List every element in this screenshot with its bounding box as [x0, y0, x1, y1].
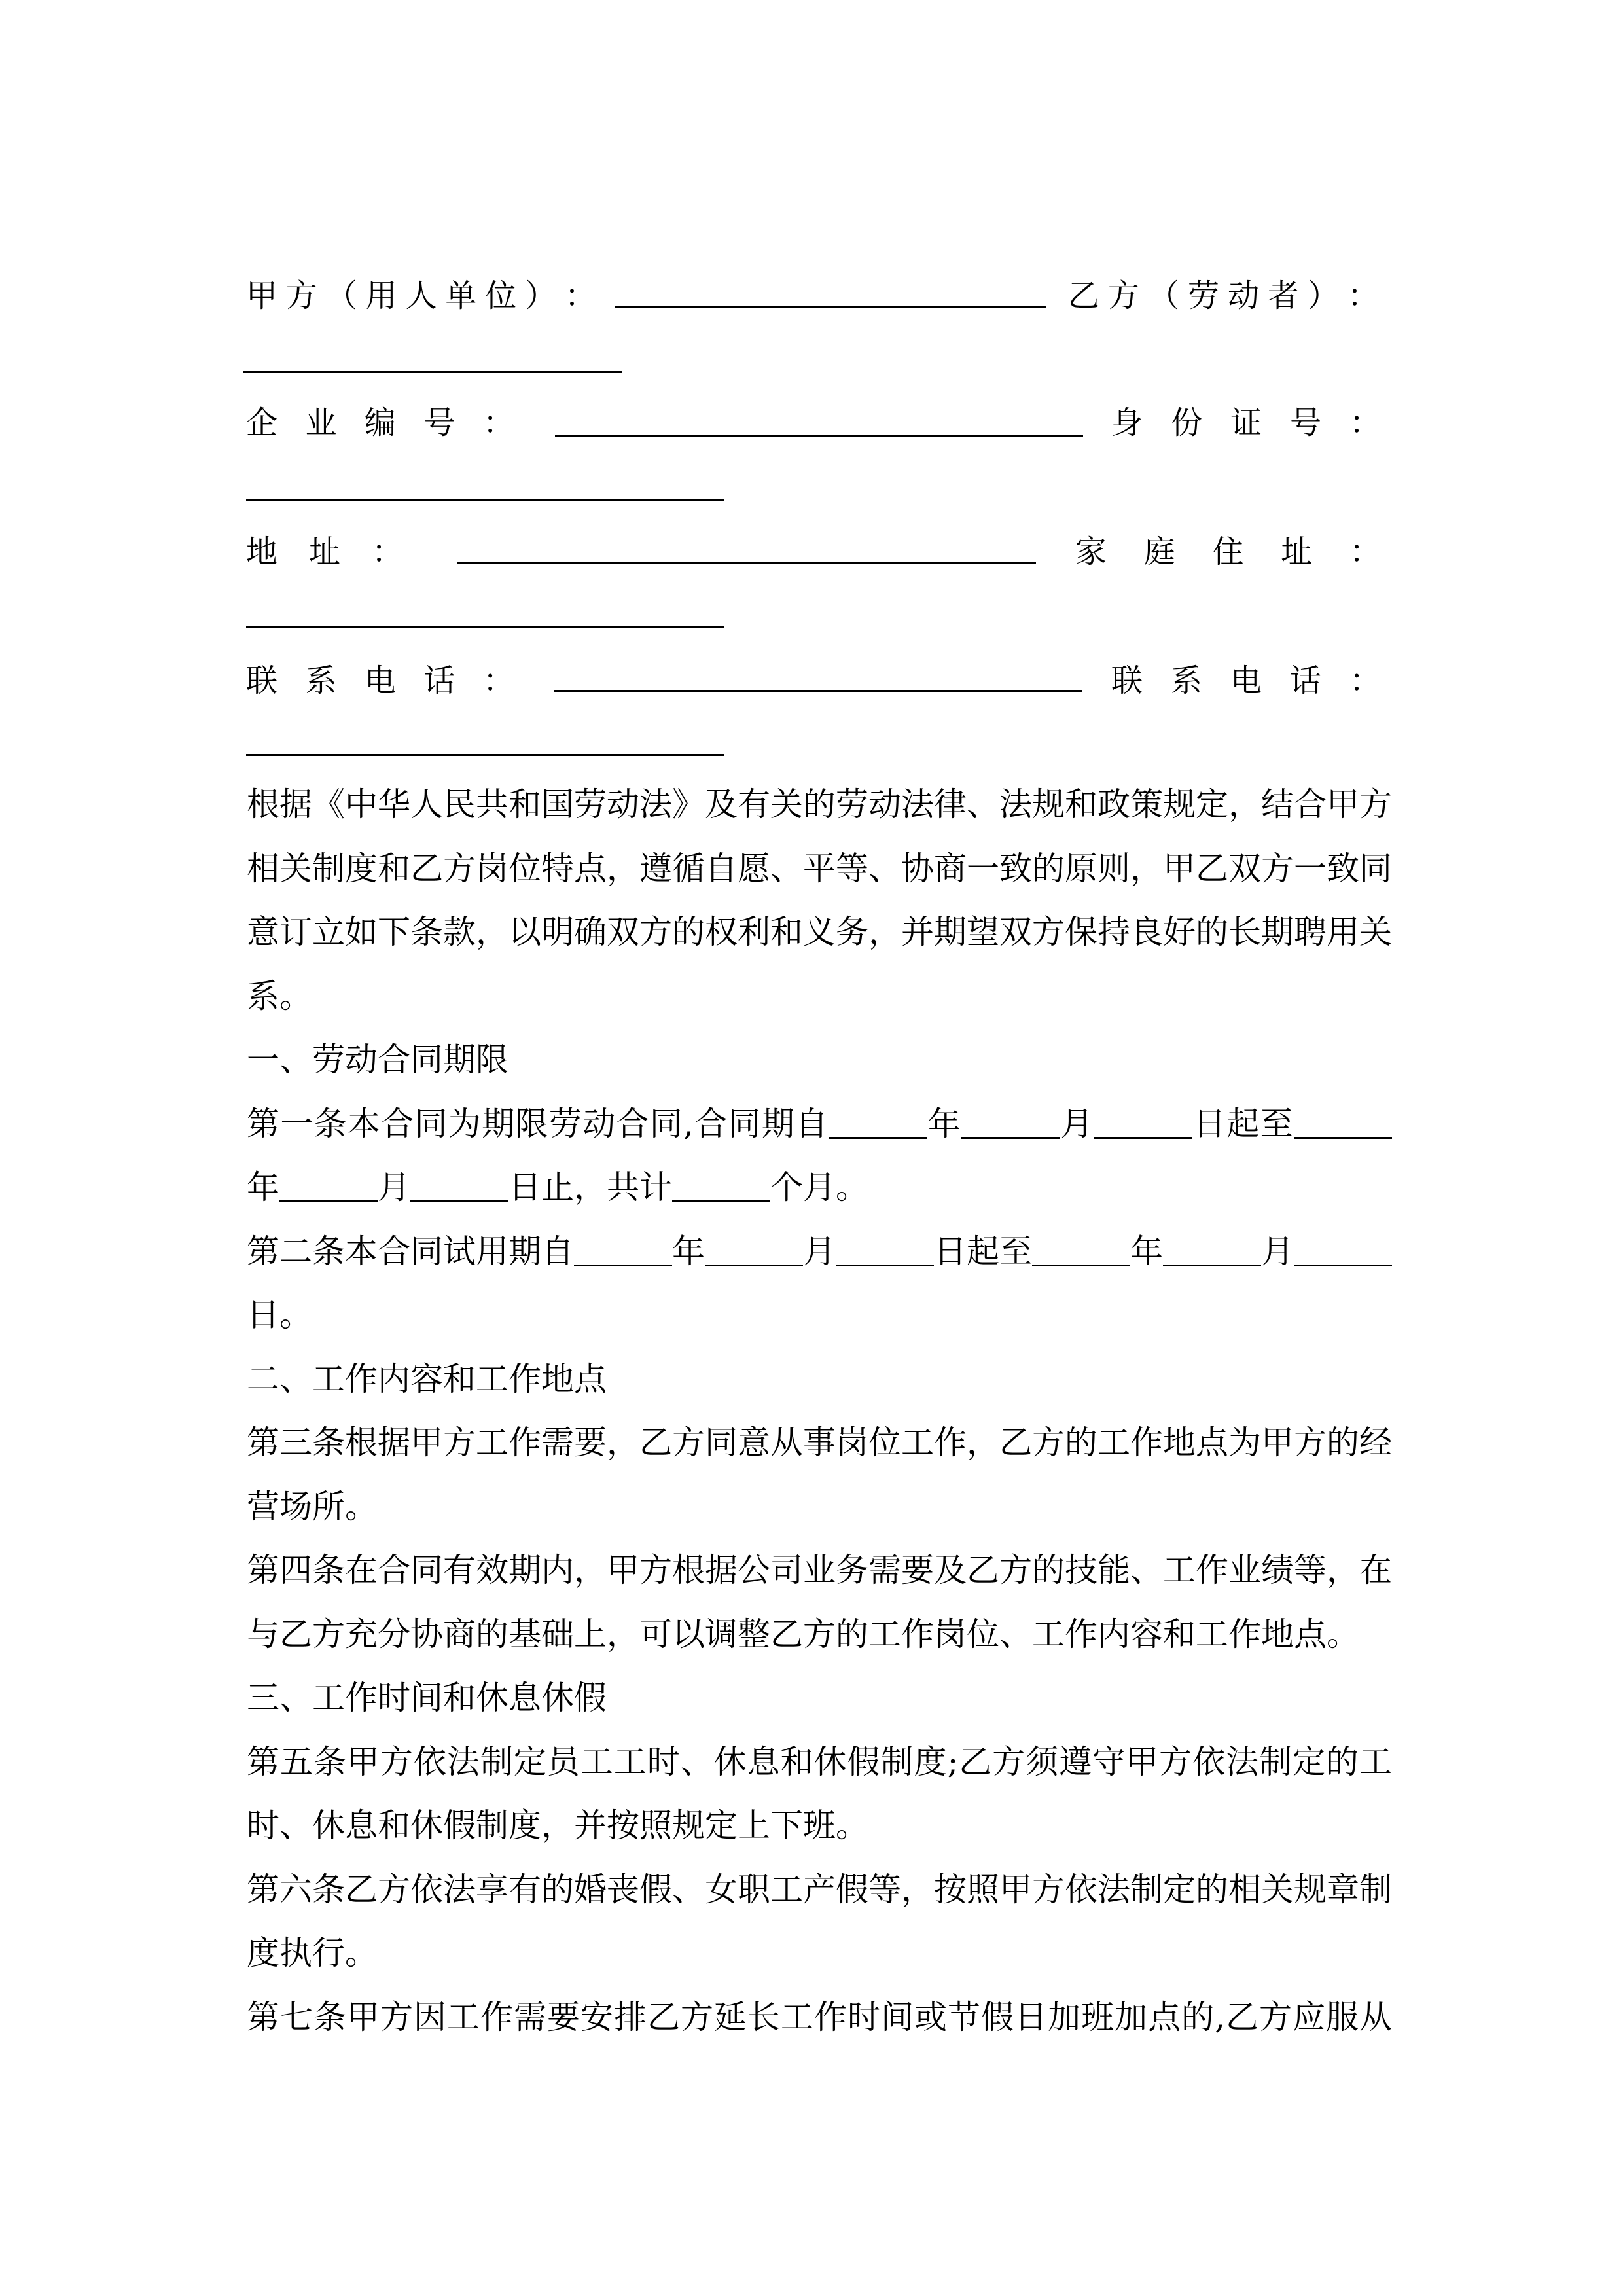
text-segment: 第二条本合同试用期自	[247, 1232, 574, 1270]
label-char: ）	[525, 278, 557, 314]
text-segment: 个月。	[770, 1168, 868, 1206]
employee-phone-field[interactable]	[246, 754, 724, 756]
label-char: 位	[485, 278, 517, 314]
text-line	[247, 1283, 1392, 1348]
label-char: ：	[1347, 278, 1379, 314]
clause-paragraph	[247, 1220, 1392, 1348]
text-segment: 年	[672, 1232, 705, 1270]
label-char: 份	[1170, 404, 1202, 441]
clause-paragraph	[247, 1731, 1392, 1858]
label-char: ：	[371, 533, 403, 570]
text-line	[247, 901, 1392, 965]
text-segment: 系。	[247, 977, 312, 1015]
text-segment: 第五条甲方依法制定员工工时、休息和休假制度;乙方须遵守甲方依法制定的工	[247, 1742, 1392, 1781]
label-char: 者	[1267, 278, 1299, 314]
label-char: 方	[285, 278, 317, 314]
label-char: 庭	[1143, 533, 1175, 570]
label-char: ：	[1349, 662, 1381, 699]
text-line	[247, 837, 1392, 901]
header-row-phone	[0, 661, 1623, 700]
employer-phone-label	[246, 661, 514, 700]
label-char: 甲	[246, 278, 278, 314]
text-segment: 三、工作时间和休息休假	[247, 1679, 607, 1717]
label-char: 业	[305, 404, 337, 441]
text-segment: 第四条在合同有效期内，甲方根据公司业务需要及乙方的技能、工作业绩等，在	[247, 1551, 1392, 1589]
section-heading	[247, 1666, 1392, 1731]
header-row-address	[0, 532, 1623, 571]
label-char: 劳	[1187, 278, 1219, 314]
label-char: 系	[305, 662, 337, 699]
fill-in-blank[interactable]	[836, 1234, 934, 1266]
fill-in-blank[interactable]	[1032, 1234, 1130, 1266]
text-line	[247, 1986, 1392, 2050]
label-char: 单	[445, 278, 477, 314]
label-char: 话	[1289, 662, 1321, 699]
label-char: 电	[364, 662, 396, 699]
clause-paragraph	[247, 1092, 1392, 1220]
employer-phone-field[interactable]	[554, 690, 1082, 692]
text-line	[247, 1475, 1392, 1539]
text-line	[247, 1028, 1392, 1092]
text-segment: 日起至	[1192, 1104, 1294, 1143]
text-line	[247, 1156, 1392, 1220]
text-segment: 根据《中华人民共和国劳动法》及有关的劳动法律、法规和政策规定，结合甲方	[247, 785, 1392, 823]
clause-paragraph	[247, 1411, 1392, 1539]
text-segment: 一、劳动合同期限	[247, 1041, 508, 1079]
label-char: 电	[1230, 662, 1262, 699]
text-segment: 第六条乙方依法享有的婚丧假、女职工产假等，按照甲方依法制定的相关规章制	[247, 1870, 1392, 1909]
intro-paragraph	[247, 773, 1392, 1028]
text-segment: 日止，共计	[508, 1168, 672, 1206]
label-char: 家	[1075, 533, 1107, 570]
label-char: 企	[246, 404, 278, 441]
fill-in-blank[interactable]	[1163, 1234, 1261, 1266]
text-segment: 年	[927, 1104, 962, 1143]
label-char: 乙	[1068, 278, 1100, 314]
text-segment: 营场所。	[247, 1487, 378, 1526]
text-segment: 意订立如下条款，以明确双方的权利和义务，并期望双方保持良好的长期聘用关	[247, 913, 1392, 951]
address-field[interactable]	[457, 562, 1036, 564]
text-segment: 月	[1060, 1104, 1094, 1143]
text-line	[247, 1731, 1392, 1795]
text-line	[247, 1858, 1392, 1922]
text-line	[247, 1922, 1392, 1986]
label-char: ：	[1349, 404, 1381, 441]
fill-in-blank[interactable]	[279, 1170, 378, 1202]
employer-label	[246, 276, 596, 315]
text-segment: 月	[378, 1168, 410, 1206]
text-line	[247, 1220, 1392, 1284]
label-char: 动	[1227, 278, 1259, 314]
text-segment: 与乙方充分协商的基础上，可以调整乙方的工作岗位、工作内容和工作地点。	[247, 1615, 1359, 1653]
clause-paragraph	[247, 1986, 1392, 2050]
text-segment: 日起至	[934, 1232, 1032, 1270]
text-segment: 第七条甲方因工作需要安排乙方延长工作时间或节假日加班加点的,乙方应服从	[247, 1998, 1392, 2036]
fill-in-blank[interactable]	[1294, 1106, 1392, 1139]
header-row-party	[0, 276, 1623, 315]
label-char: 编	[364, 404, 396, 441]
text-segment: 第一条本合同为期限劳动合同,合同期自	[247, 1104, 829, 1143]
text-line	[247, 1794, 1392, 1858]
id-number-field[interactable]	[246, 499, 724, 501]
fill-in-blank[interactable]	[574, 1234, 672, 1266]
text-line	[247, 773, 1392, 837]
label-char: （	[1147, 278, 1179, 314]
clause-paragraph	[247, 1539, 1392, 1666]
employee-name-field[interactable]	[243, 371, 622, 373]
label-char: 地	[246, 533, 278, 570]
text-line	[247, 965, 1392, 1029]
label-char: ：	[482, 404, 514, 441]
text-segment: 年	[247, 1168, 279, 1206]
header-row-id	[0, 403, 1623, 442]
label-char: ：	[482, 662, 514, 699]
company-number-label	[246, 403, 514, 442]
text-segment: 时、休息和休假制度，并按照规定上下班。	[247, 1806, 868, 1844]
fill-in-blank[interactable]	[410, 1170, 508, 1202]
label-char: ：	[564, 278, 596, 314]
company-number-field[interactable]	[555, 435, 1083, 437]
label-char: （	[325, 278, 357, 314]
label-char: 系	[1170, 662, 1202, 699]
label-char: 话	[423, 662, 455, 699]
label-char: 身	[1111, 404, 1143, 441]
text-segment: 日。	[247, 1296, 312, 1334]
text-segment: 二、工作内容和工作地点	[247, 1359, 607, 1398]
label-char: 证	[1230, 404, 1262, 441]
label-char: 人	[405, 278, 437, 314]
employer-name-field[interactable]	[615, 306, 1046, 308]
fill-in-blank[interactable]	[672, 1170, 770, 1202]
text-line	[247, 1411, 1392, 1475]
id-number-label	[1111, 403, 1381, 442]
text-segment: 月	[803, 1232, 836, 1270]
label-char: 号	[1289, 404, 1321, 441]
text-segment: 月	[1261, 1232, 1294, 1270]
clause-paragraph	[247, 1858, 1392, 1986]
text-line	[247, 1603, 1392, 1667]
section-heading	[247, 1028, 1392, 1092]
label-char: ：	[1349, 533, 1381, 570]
label-char: 址	[1281, 533, 1313, 570]
fill-in-blank[interactable]	[1294, 1234, 1392, 1266]
text-line	[247, 1666, 1392, 1731]
fill-in-blank[interactable]	[1094, 1106, 1192, 1139]
section-heading	[247, 1348, 1392, 1412]
text-line	[247, 1092, 1392, 1157]
label-char: 住	[1212, 533, 1244, 570]
label-char: 联	[1111, 662, 1143, 699]
text-line	[247, 1348, 1392, 1412]
label-char: ）	[1307, 278, 1339, 314]
employee-phone-label	[1111, 661, 1381, 700]
fill-in-blank[interactable]	[705, 1234, 803, 1266]
fill-in-blank[interactable]	[829, 1106, 927, 1139]
employee-label	[1068, 276, 1379, 315]
label-char: 联	[246, 662, 278, 699]
text-line	[247, 1539, 1392, 1603]
address-label	[246, 532, 403, 571]
text-segment: 相关制度和乙方岗位特点，遵循自愿、平等、协商一致的原则，甲乙双方一致同	[247, 849, 1392, 888]
text-segment: 度执行。	[247, 1934, 378, 1972]
text-segment: 第三条根据甲方工作需要，乙方同意从事岗位工作，乙方的工作地点为甲方的经	[247, 1424, 1392, 1462]
label-char: 方	[1107, 278, 1139, 314]
home-address-label	[1075, 532, 1381, 571]
contract-body	[247, 773, 1392, 2049]
label-char: 用	[365, 278, 397, 314]
text-segment: 年	[1130, 1232, 1163, 1270]
fill-in-blank[interactable]	[961, 1106, 1060, 1139]
home-address-field[interactable]	[246, 626, 724, 628]
label-char: 号	[423, 404, 455, 441]
label-char: 址	[308, 533, 340, 570]
